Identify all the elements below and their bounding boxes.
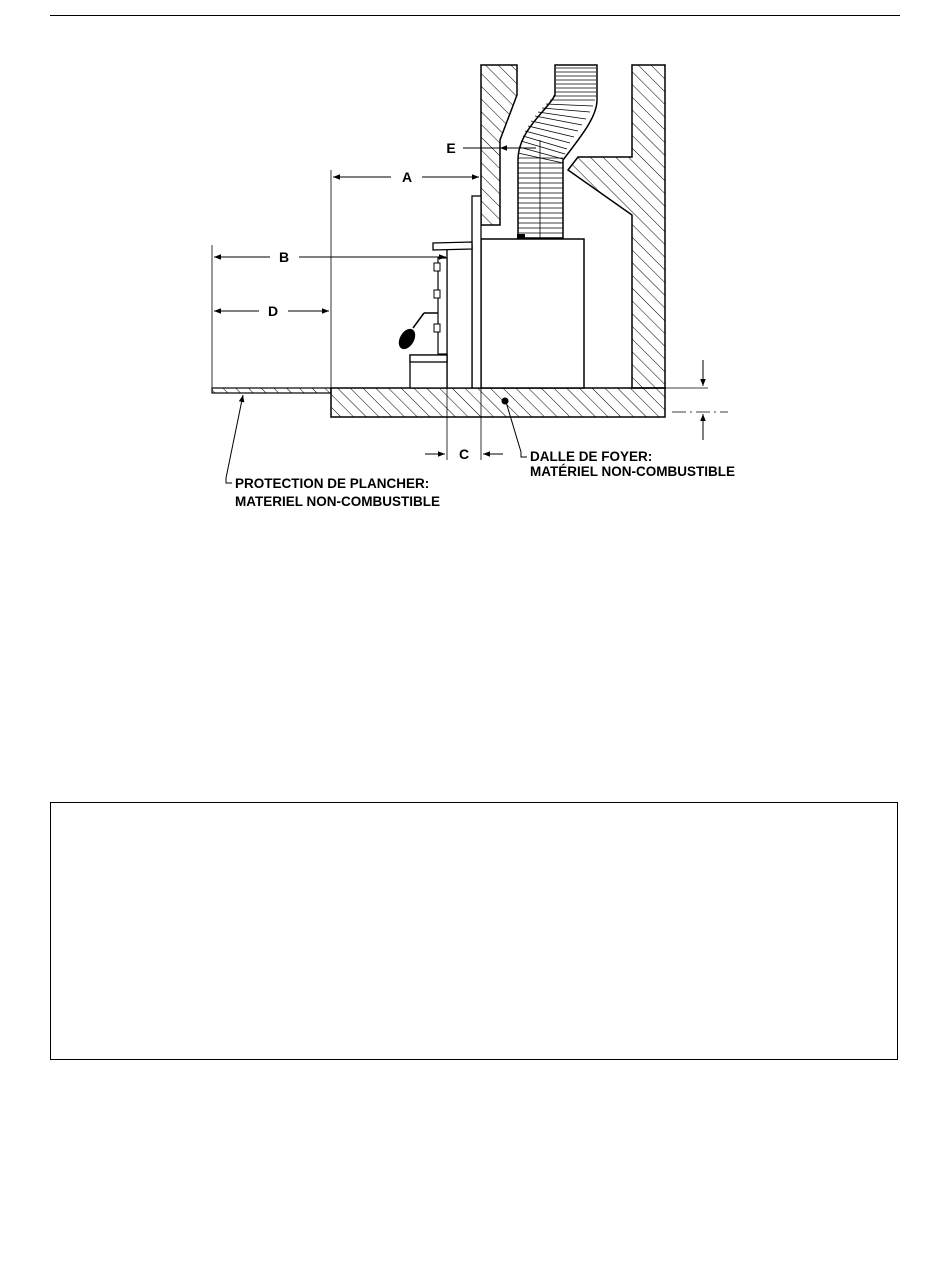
handle-knob <box>395 326 418 352</box>
floor-protection-label-1: PROTECTION DE PLANCHER: <box>235 476 430 491</box>
flexible-chimney-liner <box>517 65 597 239</box>
label-b: B <box>278 249 290 265</box>
fireplace-insert-clearance-diagram <box>0 0 950 560</box>
hearth-slab <box>331 388 665 417</box>
hearth-slab-label-1: DALLE DE FOYER: <box>530 449 653 464</box>
floor-protection-label-2: MATERIEL NON-COMBUSTIBLE <box>235 494 440 509</box>
stove-front <box>395 242 472 388</box>
hearth-slab-label-2: MATÉRIEL NON-COMBUSTIBLE <box>530 464 735 479</box>
notes-frame <box>50 802 898 1060</box>
masonry-left-wall <box>481 65 517 225</box>
insert-body <box>481 239 584 388</box>
label-c: C <box>458 446 470 462</box>
surround-panel <box>472 196 481 388</box>
label-d: D <box>267 303 279 319</box>
label-e: E <box>446 140 456 156</box>
floor-protection-sheet <box>212 388 331 393</box>
hearth-slab-leader-dot <box>502 398 509 405</box>
floor-protection-leader <box>226 395 243 483</box>
label-a: A <box>401 169 413 185</box>
